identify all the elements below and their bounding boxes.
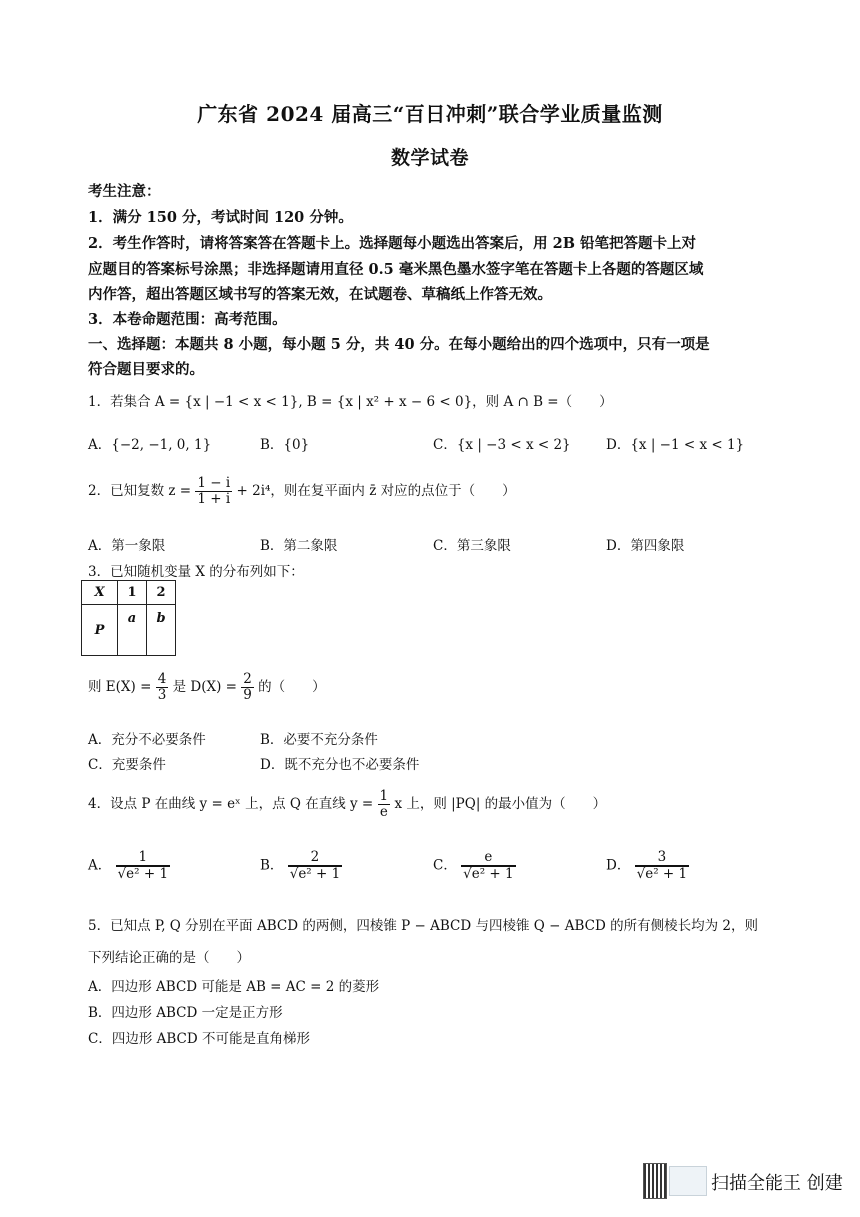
table-cell-b: b: [147, 605, 176, 656]
question-1-stem: 1．若集合 A = {x | −1 < x < 1}, B = {x | x² + x − 6 < 0}，则 A ∩ B =（ ）: [88, 394, 613, 410]
option-fraction: [116, 850, 171, 882]
option-label: C．: [433, 857, 457, 874]
condition-end: 的（ ）: [258, 679, 326, 695]
fraction-denominator: √e² + 1: [289, 866, 341, 882]
question-1-option-d: D．{x | −1 < x < 1}: [606, 437, 745, 453]
fraction-numerator: 1: [379, 788, 389, 804]
distribution-table: [81, 580, 176, 656]
question-3-option-b: B．必要不充分条件: [260, 732, 378, 748]
table-header-x: X: [82, 581, 118, 605]
exam-title: 广东省 2024 届高三“百日冲刺”联合学业质量监测: [197, 102, 663, 126]
fraction-denominator: √e² + 1: [117, 866, 169, 882]
fraction-numerator: 2: [288, 850, 343, 866]
question-3-option-d: D．既不充分也不必要条件: [260, 757, 420, 773]
option-fraction: [635, 850, 690, 882]
fraction-one-over-e: [378, 789, 391, 820]
option-label: D．: [606, 857, 631, 874]
question-3-stem: 3．已知随机变量 X 的分布列如下：: [88, 564, 304, 580]
fraction-denominator: √e² + 1: [636, 866, 688, 882]
question-2-option-b: B．第二象限: [260, 538, 338, 554]
question-1-option-c: C．{x | −3 < x < 2}: [433, 437, 571, 453]
fraction-denominator: √e² + 1: [463, 866, 514, 882]
question-5-option-a: A．四边形 ABCD 可能是 AB = AC = 2 的菱形: [88, 979, 380, 995]
question-2-fraction: [195, 476, 232, 507]
question-2-option-d: D．第四象限: [606, 538, 685, 554]
table-row-p: P: [82, 605, 118, 656]
fraction-denominator: 9: [243, 687, 252, 703]
fraction-numerator: 3: [635, 850, 690, 866]
fraction-numerator: e: [461, 850, 516, 866]
scanner-watermark: [643, 1163, 843, 1203]
table-header-2: 2: [147, 581, 176, 605]
fraction-two-ninths: [241, 672, 254, 703]
qr-code-icon: [643, 1163, 667, 1199]
fraction-four-thirds: [156, 672, 169, 703]
question-4-option-a: [88, 850, 170, 882]
question-4-stem-start: 4．设点 P 在曲线 y = eˣ 上，点 Q 在直线 y =: [88, 796, 374, 812]
notes-heading: 考生注意：: [88, 183, 161, 200]
fraction-denominator: 1 + i: [197, 491, 231, 507]
scanner-logo-icon: [669, 1166, 707, 1196]
question-2-stem-end: + 2i⁴，则在复平面内 z̄ 对应的点位于（ ）: [236, 483, 516, 499]
question-4-option-c: [433, 850, 516, 882]
question-2-option-c: C．第三象限: [433, 538, 511, 554]
condition-start: 则 E(X) =: [88, 679, 152, 695]
question-5-option-c: C．四边形 ABCD 不可能是直角梯形: [88, 1031, 310, 1047]
option-label: A．: [88, 857, 112, 874]
condition-middle: 是 D(X) =: [172, 679, 237, 695]
fraction-denominator: 3: [157, 687, 167, 703]
scanner-watermark-text: 扫描全能王 创建: [711, 1173, 843, 1194]
note-1: 1．满分 150 分，考试时间 120 分钟。: [88, 209, 353, 226]
question-3-condition: [88, 672, 326, 703]
option-fraction: [461, 850, 516, 882]
question-3-option-a: A．充分不必要条件: [88, 732, 206, 748]
exam-subtitle: 数学试卷: [390, 147, 469, 169]
question-5-line-1: 5．已知点 P, Q 分别在平面 ABCD 的两侧，四棱锥 P − ABCD 与四棱锥 Q − ABCD 的所有侧棱长均为 2，则: [88, 918, 758, 934]
question-5-line-2: 下列结论正确的是（ ）: [88, 950, 250, 966]
question-3-option-c: C．充要条件: [88, 757, 166, 773]
table-header-1: 1: [118, 581, 147, 605]
note-3: 3．本卷命题范围：高考范围。: [88, 311, 287, 328]
question-2-stem: [88, 476, 516, 507]
fraction-numerator: 1 − i: [197, 475, 231, 491]
fraction-numerator: 1: [116, 850, 171, 866]
note-2-line-1: 2．考生作答时，请将答案答在答题卡上。选择题每小题选出答案后，用 2B 铅笔把答题卡上对: [88, 235, 697, 252]
question-4-stem-end: x 上，则 |PQ| 的最小值为（ ）: [394, 796, 607, 812]
note-2-line-3: 内作答，超出答题区域书写的答案无效，在试题卷、草稿纸上作答无效。: [88, 286, 552, 303]
question-1-option-a: A．{−2, −1, 0, 1}: [88, 437, 212, 453]
section-1-line-1: 一、选择题：本题共 8 小题，每小题 5 分，共 40 分。在每小题给出的四个选项中，只有一项是: [88, 336, 710, 353]
fraction-denominator: e: [379, 804, 388, 820]
option-label: B．: [260, 857, 284, 874]
question-2-stem-start: 2．已知复数 z =: [88, 483, 192, 499]
question-4-option-b: [260, 850, 342, 882]
fraction-numerator: 4: [157, 671, 167, 687]
question-2-option-a: A．第一象限: [88, 538, 166, 554]
note-2-line-2: 应题目的答案标号涂黑；非选择题请用直径 0.5 毫米黑色墨水签字笔在答题卡上各题的答题区域: [88, 261, 704, 278]
question-5-option-b: B．四边形 ABCD 一定是正方形: [88, 1005, 283, 1021]
question-4-option-d: [606, 850, 689, 882]
fraction-numerator: 2: [243, 671, 252, 687]
question-1-option-b: B．{0}: [260, 437, 310, 453]
table-cell-a: a: [118, 605, 147, 656]
option-fraction: [288, 850, 343, 882]
question-4-stem: [88, 789, 606, 820]
section-1-line-2: 符合题目要求的。: [88, 361, 204, 378]
